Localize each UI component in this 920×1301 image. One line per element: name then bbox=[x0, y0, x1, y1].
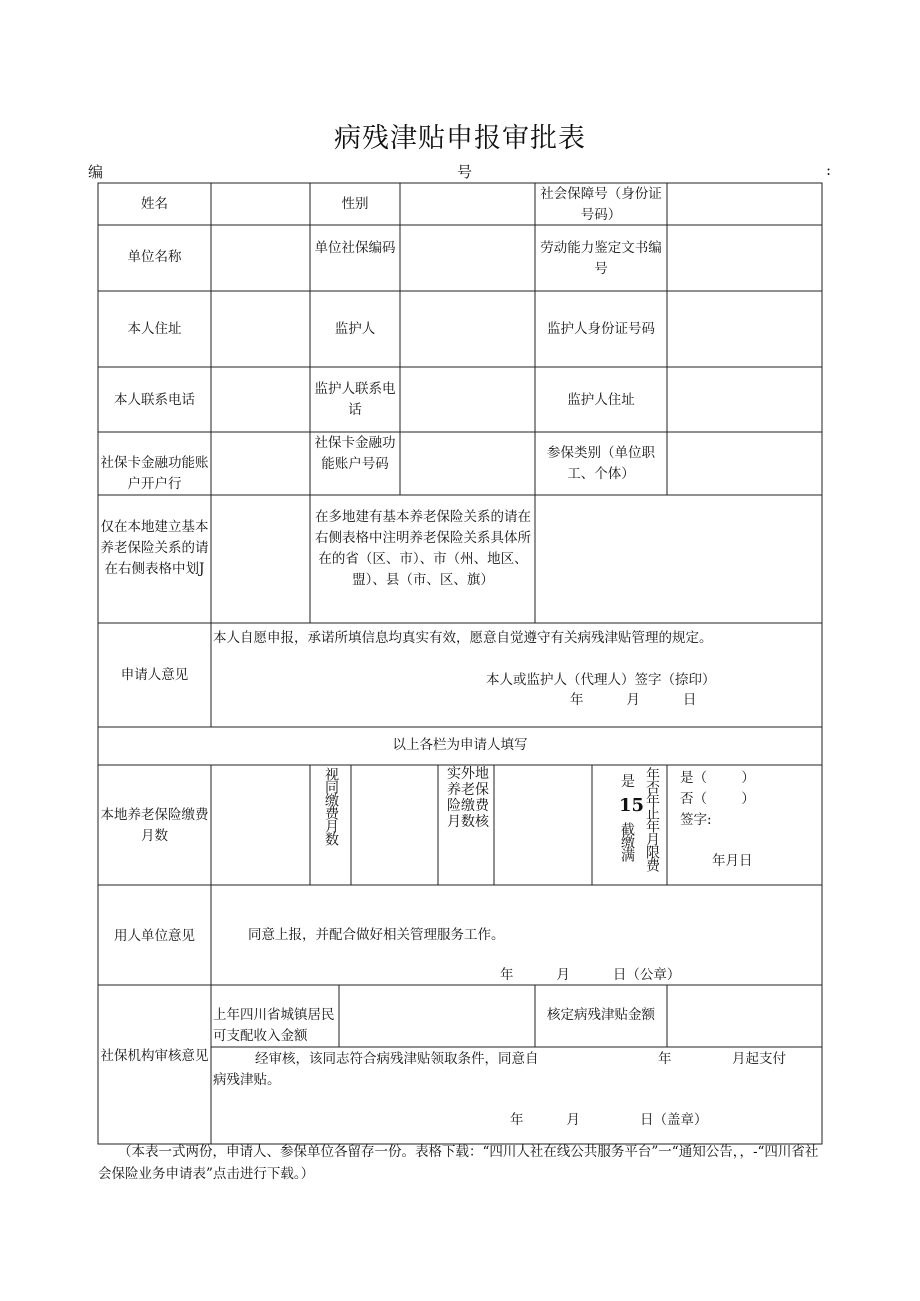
applicant-sign: 本人或监护人（代理人）签字（捺印） bbox=[486, 672, 716, 688]
phone-label: 本人联系电话 bbox=[114, 392, 195, 408]
fifteen-paid: 截缴满 bbox=[619, 822, 635, 861]
code-label-mid: 号 bbox=[457, 163, 473, 181]
fifteen-number: 15 bbox=[619, 795, 645, 816]
code-label: 编 bbox=[88, 163, 104, 181]
code-colon: : bbox=[826, 161, 832, 179]
unit-code-input[interactable] bbox=[401, 226, 534, 290]
fifteen-years-label: 年否年止年月限费 bbox=[644, 767, 660, 871]
months-sign: 签字: bbox=[680, 812, 712, 828]
months-label: 本地养老保险缴费月数 bbox=[100, 807, 209, 844]
agency-text: 经审核，该同志符合病残津贴领取条件，同意自 bbox=[255, 1051, 539, 1067]
guardian-label: 监护人 bbox=[334, 321, 376, 337]
social-id-label: 社会保障号（身份证号码） bbox=[540, 186, 662, 223]
unit-name-label: 单位名称 bbox=[127, 249, 182, 265]
bank-account-input[interactable] bbox=[401, 433, 534, 494]
multi-local-input[interactable] bbox=[536, 496, 821, 622]
multi-local-label: 在多地建有基本养老保险关系的请在右侧表格中注明养老保险关系具体所在的省（区、市）、市（州、地区、盟）、县（市、区、旗） bbox=[315, 509, 531, 588]
months-date: 年月日 bbox=[712, 853, 753, 869]
amount-label: 核定病残津贴金额 bbox=[547, 1007, 655, 1023]
gender-input[interactable] bbox=[401, 184, 534, 224]
no-option[interactable]: 否（ ） bbox=[680, 791, 755, 807]
local-only-input[interactable] bbox=[212, 496, 309, 622]
unit-code-label: 单位社保编码 bbox=[314, 240, 396, 256]
bank-input[interactable] bbox=[212, 433, 309, 494]
verified-months-input[interactable] bbox=[495, 766, 591, 884]
appraisal-no-input[interactable] bbox=[668, 226, 821, 290]
employer-label: 用人单位意见 bbox=[114, 928, 195, 944]
applicant-label: 申请人意见 bbox=[120, 667, 189, 683]
deemed-months-input[interactable] bbox=[352, 766, 437, 884]
agency-text-2: 病残津贴。 bbox=[213, 1072, 281, 1088]
guardian-address-input[interactable] bbox=[668, 368, 821, 431]
social-id-input[interactable] bbox=[668, 184, 821, 224]
income-label: 上年四川省城镇居民可支配收入金额 bbox=[213, 1007, 335, 1044]
verified-months-label: 实外地养老保险缴费月数核 bbox=[447, 766, 489, 830]
insured-type-input[interactable] bbox=[668, 433, 821, 494]
page-title: 病残津贴申报审批表 bbox=[334, 123, 586, 154]
footnote: （本表一式两份，申请人、参保单位各留存一份。表格下载：“四川人社在线公共服务平台”一“通知公告，，-“四川省社会保险业务申请表”点击进行下载。） bbox=[98, 1144, 819, 1182]
employer-text: 同意上报，并配合做好相关管理服务工作。 bbox=[248, 927, 505, 943]
employer-date: 年 月 日（公章） bbox=[500, 967, 681, 983]
agency-date: 年 月 日（盖章） bbox=[510, 1112, 708, 1128]
income-input[interactable] bbox=[340, 986, 534, 1046]
amount-input[interactable] bbox=[668, 986, 821, 1046]
guardian-id-label: 监护人身份证号码 bbox=[547, 321, 655, 337]
gender-label: 性别 bbox=[341, 196, 369, 212]
months-input[interactable] bbox=[212, 766, 309, 884]
applicant-date: 年 月 日 bbox=[570, 692, 697, 708]
address-label: 本人住址 bbox=[127, 321, 182, 337]
guardian-phone-input[interactable] bbox=[401, 368, 534, 431]
guardian-input[interactable] bbox=[401, 292, 534, 366]
unit-name-input[interactable] bbox=[212, 226, 309, 290]
deemed-months-label: 视同缴费月数 bbox=[323, 767, 339, 845]
address-input[interactable] bbox=[212, 292, 309, 366]
bank-account-label: 社保卡金融功能账户号码 bbox=[314, 435, 396, 472]
agency-text-month: 月起支付 bbox=[732, 1051, 786, 1067]
guardian-address-label: 监护人住址 bbox=[567, 392, 635, 408]
appraisal-no-label: 劳动能力鉴定文书编号 bbox=[540, 240, 662, 277]
yes-option[interactable]: 是（ ） bbox=[680, 770, 755, 786]
applicant-divider: 以上各栏为申请人填写 bbox=[392, 737, 528, 753]
guardian-id-input[interactable] bbox=[668, 292, 821, 366]
phone-input[interactable] bbox=[212, 368, 309, 431]
name-label: 姓名 bbox=[141, 196, 168, 212]
agency-label: 社保机构审核意见 bbox=[100, 1048, 209, 1064]
agency-text-year: 年 bbox=[658, 1051, 672, 1067]
bank-label: 社保卡金融功能账户开户行 bbox=[100, 455, 209, 492]
insured-type-label: 参保类别（单位职工、个体） bbox=[547, 445, 655, 482]
fifteen-yes: 是 bbox=[621, 774, 635, 790]
applicant-statement: 本人自愿申报，承诺所填信息均真实有效，愿意自觉遵守有关病残津贴管理的规定。 bbox=[213, 630, 713, 646]
name-input[interactable] bbox=[212, 184, 309, 224]
guardian-phone-label: 监护人联系电话 bbox=[314, 381, 396, 418]
local-only-label: 仅在本地建立基本养老保险关系的请在右侧表格中划J bbox=[100, 519, 209, 577]
